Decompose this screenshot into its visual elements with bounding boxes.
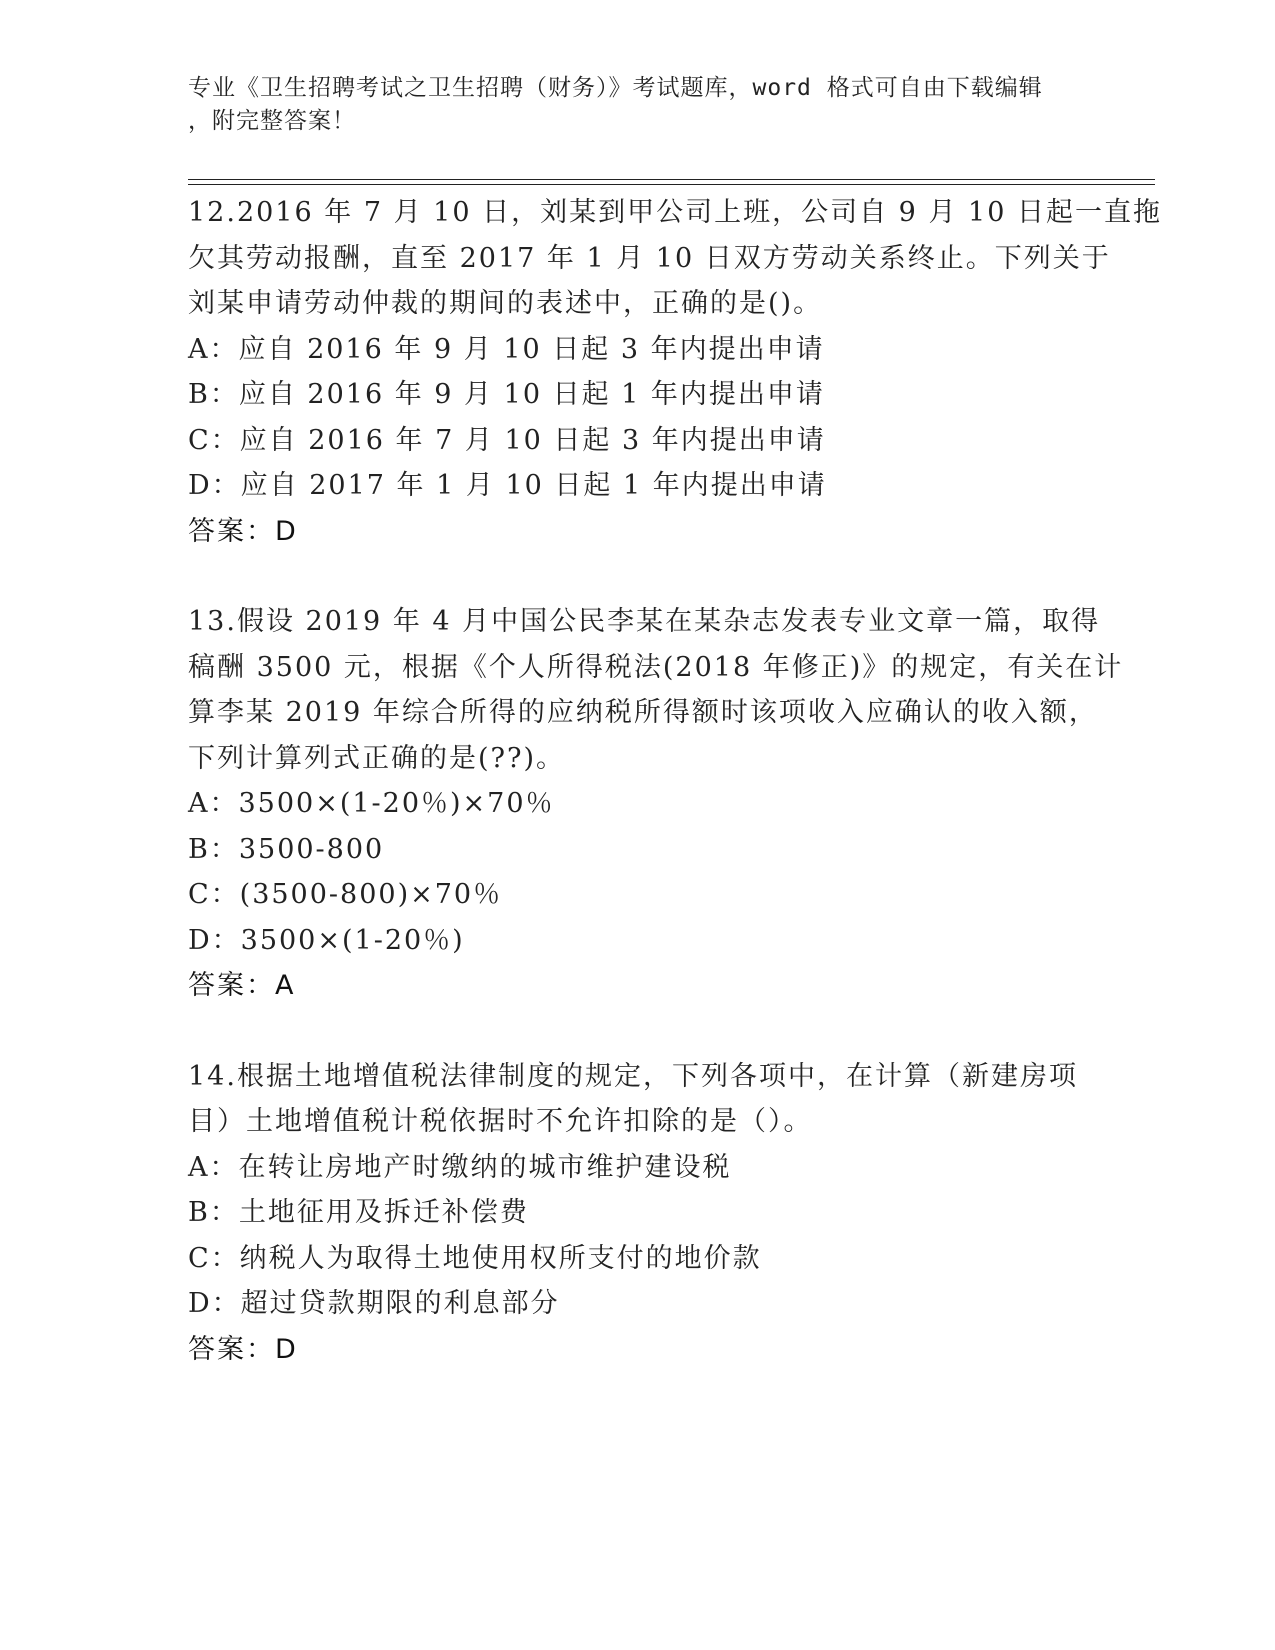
option-d: D：应自 2017 年 1 月 10 日起 1 年内提出申请 (188, 470, 827, 501)
option-b: B：应自 2016 年 9 月 10 日起 1 年内提出申请 (188, 379, 825, 410)
option-d: D：超过贷款期限的利息部分 (188, 1288, 560, 1319)
answer-line: 答案：D (188, 515, 298, 547)
question-13 (188, 599, 1124, 1009)
question-14 (188, 1054, 1088, 1373)
question-stem-line: 欠其劳动报酬，直至 2017 年 1 月 10 日双方劳动关系终止。下列关于 (188, 242, 1111, 274)
question-gap (188, 1009, 1088, 1054)
option-c: C：应自 2016 年 7 月 10 日起 3 年内提出申请 (188, 424, 826, 456)
question-stem-line: 14.根据土地增值税法律制度的规定，下列各项中，在计算（新建房项 (188, 1060, 1078, 1092)
question-stem-line: 刘某申请劳动仲裁的期间的表述中，正确的是()。 (188, 288, 823, 319)
option-a: A：3500×(1-20％)×70％ (188, 788, 555, 819)
question-stem-line: 稿酬 3500 元，根据《个人所得税法(2018 年修正)》的规定，有关在计 (188, 651, 1124, 683)
header-line-2: ，附完整答案！ (188, 108, 356, 134)
question-list (188, 190, 1162, 1372)
header-divider-top (188, 179, 1155, 180)
option-a: A：在转让房地产时缴纳的城市维护建设税 (188, 1151, 732, 1183)
option-c: C：纳税人为取得土地使用权所支付的地价款 (188, 1242, 762, 1274)
document-header (188, 72, 1088, 138)
header-line-1: 专业《卫生招聘考试之卫生招聘（财务）》考试题库，word 格式可自由下载编辑 (188, 75, 1043, 101)
question-stem-line: 13.假设 2019 年 4 月中国公民李某在某杂志发表专业文章一篇，取得 (188, 606, 1101, 637)
question-12 (188, 190, 1162, 554)
question-stem-line: 12.2016 年 7 月 10 日，刘某到甲公司上班，公司自 9 月 10 日起一直拖 (188, 197, 1162, 228)
question-stem-line: 目）土地增值税计税依据时不允许扣除的是（）。 (188, 1106, 813, 1137)
question-gap (188, 554, 1088, 599)
option-a: A：应自 2016 年 9 月 10 日起 3 年内提出申请 (188, 333, 825, 365)
answer-line: 答案：D (188, 1333, 298, 1365)
option-c: C：(3500-800)×70％ (188, 879, 503, 910)
question-stem-line: 下列计算列式正确的是(??)。 (188, 742, 566, 774)
answer-line: 答案：A (188, 970, 296, 1001)
header-divider-bottom (188, 184, 1155, 185)
option-b: B：3500-800 (188, 833, 385, 865)
question-stem-line: 算李某 2019 年综合所得的应纳税所得额时该项收入应确认的收入额， (188, 697, 1098, 728)
option-d: D：3500×(1-20％) (188, 924, 465, 956)
option-b: B：土地征用及拆迁补偿费 (188, 1197, 529, 1228)
